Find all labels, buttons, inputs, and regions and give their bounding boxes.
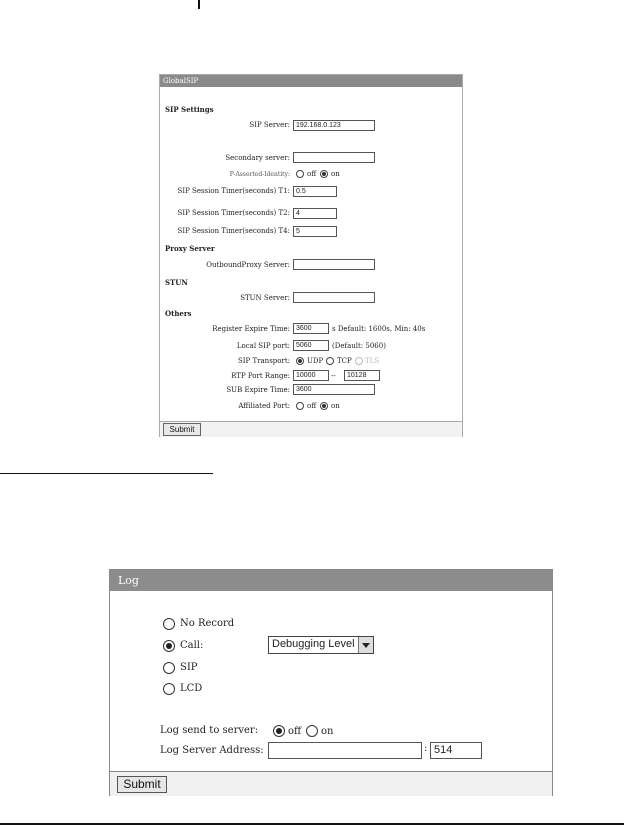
sip-server-input[interactable]: 192.168.0.123 <box>293 120 375 131</box>
p-asserted-off-label: off <box>307 170 317 178</box>
p-asserted-on-label: on <box>331 170 340 178</box>
others-heading: Others <box>165 309 192 318</box>
sip-radio[interactable] <box>163 662 175 674</box>
log-send-on-radio[interactable] <box>306 725 318 737</box>
no-record-label: No Record <box>180 618 235 629</box>
outbound-proxy-input[interactable] <box>293 259 375 270</box>
transport-tls-radio[interactable] <box>355 357 363 365</box>
rtp-port-range-label: RTP Port Range: <box>231 372 290 380</box>
affiliated-off-label: off <box>307 402 317 410</box>
log-footer <box>110 771 552 796</box>
lcd-radio[interactable] <box>163 683 175 695</box>
p-asserted-label: P-Asserted-Identity: <box>229 171 290 178</box>
affiliated-on-label: on <box>331 402 340 410</box>
t1-input[interactable]: 0.5 <box>293 186 337 197</box>
register-expire-input[interactable]: 3600 <box>293 323 329 334</box>
rtp-port-end-input[interactable]: 10128 <box>344 370 380 381</box>
transport-udp-radio[interactable] <box>296 357 304 365</box>
no-record-radio[interactable] <box>163 618 175 630</box>
debug-level-select[interactable] <box>268 636 374 654</box>
log-send-label: Log send to server: <box>160 725 259 736</box>
log-server-address-label: Log Server Address: <box>160 745 264 756</box>
stun-heading: STUN <box>165 278 188 287</box>
sip-server-label: SIP Server: <box>249 121 290 129</box>
log-send-off-radio[interactable] <box>273 725 285 737</box>
chevron-down-icon[interactable] <box>358 637 373 653</box>
affiliated-port-label: Affiliated Port: <box>238 402 290 410</box>
affiliated-on-radio[interactable] <box>320 402 328 410</box>
stun-server-input[interactable] <box>293 292 375 303</box>
log-titlebar <box>110 570 552 591</box>
transport-tcp-label: TCP <box>337 357 352 365</box>
proxy-server-heading: Proxy Server <box>165 244 215 253</box>
transport-tcp-radio[interactable] <box>326 357 334 365</box>
register-expire-hint: s Default: 1600s, Min: 40s <box>332 325 426 333</box>
log-send-off-label: off <box>288 726 302 737</box>
p-asserted-on-radio[interactable] <box>320 170 328 178</box>
sip-transport-label: SIP Transport: <box>238 357 290 365</box>
global-sip-footer <box>160 421 462 437</box>
debug-level-value: Debugging Level <box>272 638 355 650</box>
log-server-port-separator: : <box>424 743 428 754</box>
register-expire-label: Register Expire Time: <box>212 325 290 333</box>
cursor-mark <box>198 0 200 9</box>
rtp-port-separator: -- <box>331 372 336 380</box>
secondary-server-input[interactable] <box>293 152 375 163</box>
sip-label: SIP <box>180 662 198 673</box>
secondary-server-label: Secondary server: <box>225 154 290 162</box>
transport-udp-label: UDP <box>307 357 324 365</box>
affiliated-off-radio[interactable] <box>296 402 304 410</box>
global-sip-submit-button[interactable]: Submit <box>163 423 201 436</box>
t4-input[interactable]: 5 <box>293 226 337 237</box>
stun-server-label: STUN Server: <box>240 294 290 302</box>
global-sip-title: GlobalSIP <box>163 77 199 85</box>
outbound-proxy-label: OutboundProxy Server: <box>206 261 290 269</box>
sip-settings-heading: SIP Settings <box>165 105 214 114</box>
lcd-label: LCD <box>180 683 203 694</box>
log-submit-button[interactable]: Submit <box>117 776 167 793</box>
call-radio[interactable] <box>163 640 175 652</box>
log-server-port-input[interactable] <box>430 742 482 759</box>
sub-expire-label: SUB Expire Time: <box>226 386 290 394</box>
log-panel <box>109 569 553 796</box>
log-server-address-input[interactable] <box>268 742 422 759</box>
local-sip-port-label: Local SIP port: <box>236 342 290 350</box>
p-asserted-off-radio[interactable] <box>296 170 304 178</box>
log-server-port-value: 514 <box>434 744 453 756</box>
rtp-port-start-input[interactable]: 10000 <box>293 370 329 381</box>
call-label: Call: <box>180 640 204 651</box>
global-sip-panel <box>159 74 463 437</box>
section-divider-short <box>0 473 213 474</box>
local-sip-port-hint: (Default: 5060) <box>332 342 386 350</box>
local-sip-port-input[interactable]: 5060 <box>293 340 329 351</box>
transport-tls-label: TLS <box>365 357 380 365</box>
t1-label: SIP Session Timer(seconds) T1: <box>177 187 290 195</box>
sub-expire-input[interactable]: 3600 <box>293 384 375 395</box>
log-send-on-label: on <box>321 726 334 737</box>
t4-label: SIP Session Timer(seconds) T4: <box>177 227 290 235</box>
t2-label: SIP Session Timer(seconds) T2: <box>177 209 290 217</box>
global-sip-titlebar <box>160 75 462 87</box>
log-title: Log <box>118 574 139 587</box>
t2-input[interactable]: 4 <box>293 208 337 219</box>
